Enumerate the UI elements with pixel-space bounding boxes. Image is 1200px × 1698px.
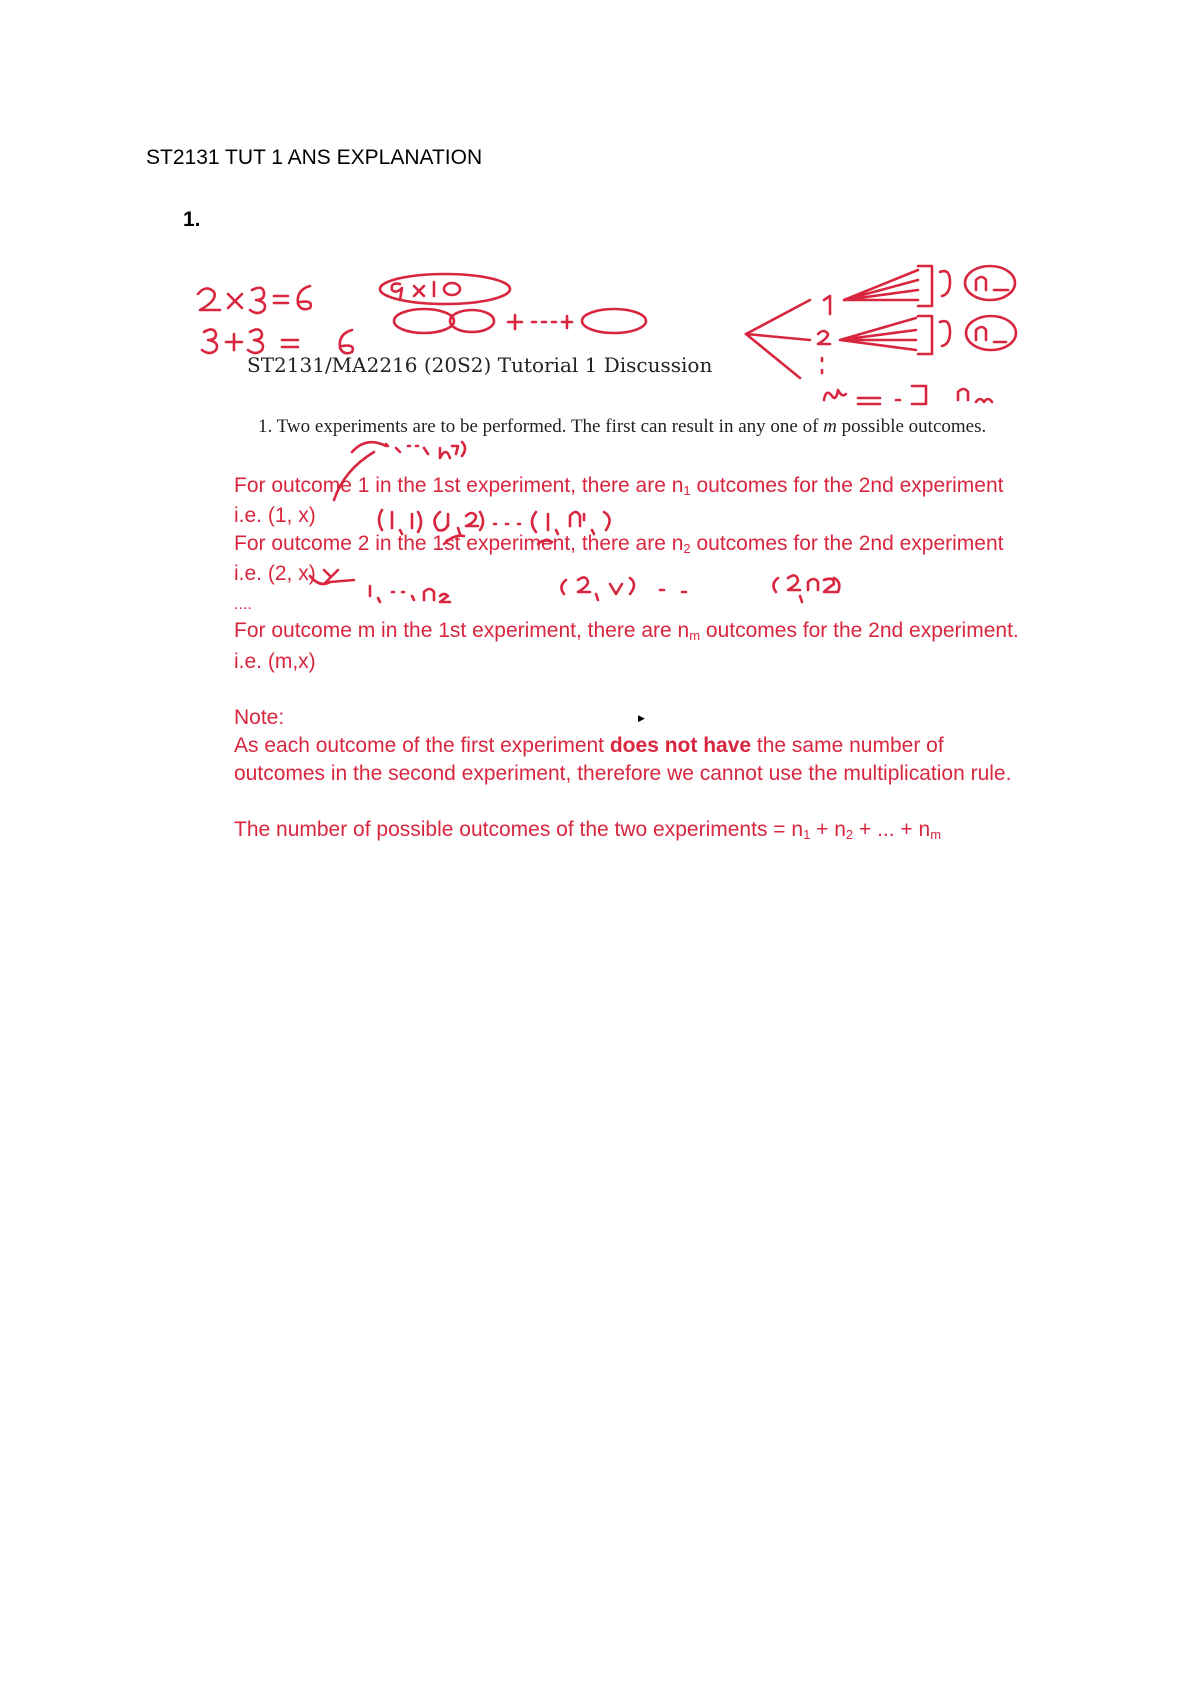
result-pre: The number of possible outcomes of the two experiments = n — [234, 818, 804, 841]
note1-bold: does not have — [609, 734, 752, 757]
line3-sub: 2 — [683, 541, 691, 556]
line1-post: outcomes for the 2nd experiment — [690, 474, 1004, 497]
explanation-line-6: i.e. (m,x) — [234, 650, 316, 673]
result-sub-1: 1 — [803, 827, 811, 842]
result-line — [234, 818, 941, 842]
question-number: 1. — [183, 208, 201, 231]
handwriting-2x3-eq-6 — [198, 286, 311, 313]
line1-sub: 1 — [683, 483, 691, 498]
problem-prefix: 1. Two experiments are to be performed. The first can result in any one of — [258, 416, 824, 437]
result-plus-1: + n — [810, 818, 846, 841]
line3-post: outcomes for the 2nd experiment — [690, 532, 1004, 555]
line5-pre: For outcome m in the 1st experiment, there are n — [234, 619, 690, 642]
explanation-line-4: i.e. (2, x) — [234, 562, 316, 585]
line5-post: outcomes for the 2nd experiment. — [700, 619, 1019, 642]
slide-heading: ST2131/MA2216 (20S2) Tutorial 1 Discussion — [247, 353, 713, 377]
note-line-1 — [234, 734, 944, 758]
handwriting-3-plus-3-eq-6 — [202, 329, 353, 353]
note1-post: the same number of — [751, 734, 944, 757]
explanation-line-2: i.e. (1, x) — [234, 504, 316, 527]
result-sub-2: 2 — [845, 827, 854, 842]
explanation-line-3 — [234, 532, 1003, 556]
explanation-line-5 — [234, 619, 1019, 643]
problem-suffix: possible outcomes. — [836, 416, 987, 437]
explanation-line-1 — [234, 474, 1003, 498]
problem-statement — [258, 416, 986, 438]
line3-pre: For outcome 2 in the 1st experiment, there are n — [234, 532, 684, 555]
line1-pre: For outcome 1 in the 1st experiment, there are n — [234, 474, 684, 497]
document-title: ST2131 TUT 1 ANS EXPLANATION — [146, 146, 483, 169]
problem-variable: m — [823, 416, 837, 437]
mouse-cursor-icon: ▶ — [638, 713, 645, 723]
explanation-ellipsis: .... — [234, 596, 252, 613]
result-mid: + ... + n — [853, 818, 931, 841]
note-line-2: outcomes in the second experiment, therefore we cannot use the multiplication rule. — [234, 762, 1012, 785]
note-label: Note: — [234, 706, 285, 729]
line5-sub: m — [689, 628, 701, 643]
result-sub-m: m — [930, 827, 942, 842]
note1-pre: As each outcome of the first experiment — [234, 734, 610, 757]
